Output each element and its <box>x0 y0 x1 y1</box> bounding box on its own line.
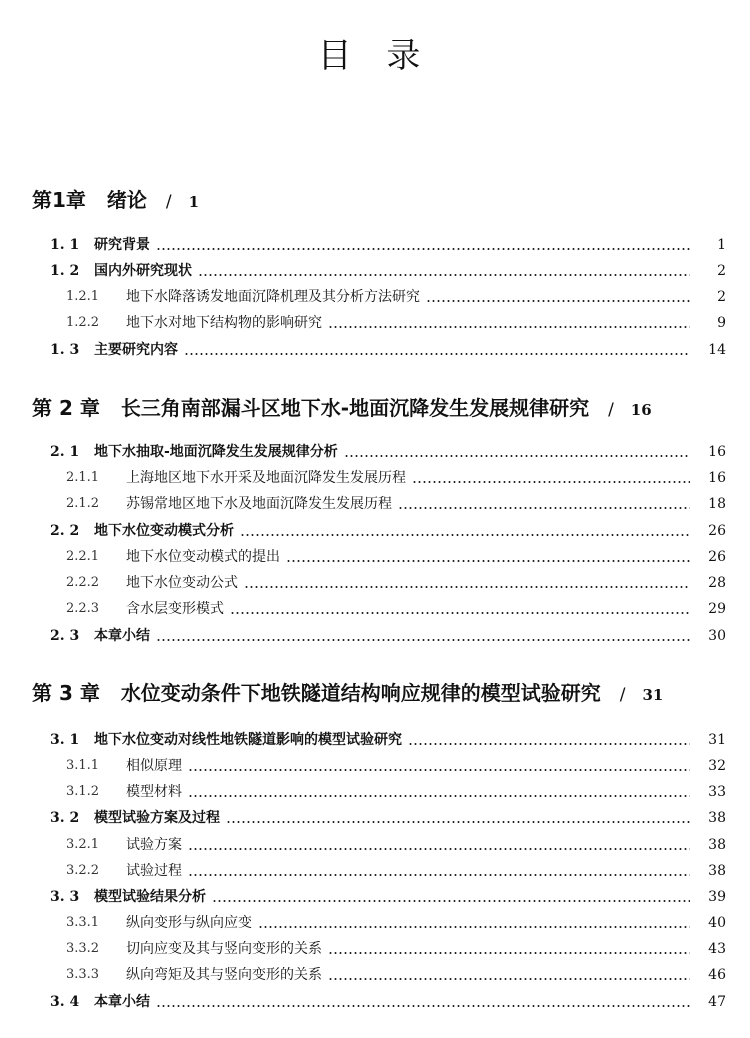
entry-number: 1.2.1 <box>66 289 100 304</box>
chapter-page: 31 <box>642 686 664 704</box>
entry-label: 地下水位变动模式分析 <box>94 523 234 539</box>
toc-entry <box>0 467 750 489</box>
chapter-page: 16 <box>630 401 652 419</box>
entry-number: 2. 3 <box>50 628 80 644</box>
entry-page: 38 <box>708 837 726 853</box>
toc-entry <box>0 598 750 620</box>
toc-entry <box>0 546 750 568</box>
page-title: 目 录 <box>317 36 433 76</box>
entry-label: 相似原理 <box>126 758 182 774</box>
entry-number: 1. 2 <box>50 263 80 279</box>
entry-label: 纵向弯矩及其与竖向变形的关系 <box>126 967 322 983</box>
entry-label: 纵向变形与纵向应变 <box>126 915 252 931</box>
entry-number: 3. 2 <box>50 810 80 826</box>
toc-entry <box>0 755 750 777</box>
entry-label: 主要研究内容 <box>94 342 178 358</box>
chapter-slash: / <box>608 400 614 420</box>
toc-entry <box>0 729 750 751</box>
entry-page: 16 <box>708 470 726 486</box>
entry-number: 2.2.1 <box>66 549 100 564</box>
entry-number: 3.3.2 <box>66 941 100 956</box>
chapter-number: 第 3 章 <box>32 681 100 705</box>
entry-label: 试验过程 <box>126 863 182 879</box>
entry-page: 47 <box>708 994 726 1010</box>
entry-number: 2.2.3 <box>66 601 100 616</box>
entry-label: 切向应变及其与竖向变形的关系 <box>126 941 322 957</box>
entry-label: 苏锡常地区地下水及地面沉降发生发展历程 <box>126 496 392 512</box>
toc-entry <box>0 234 750 256</box>
toc-entry <box>0 520 750 542</box>
entry-label: 模型材料 <box>126 784 182 800</box>
entry-label: 模型试验方案及过程 <box>94 810 220 826</box>
toc-entry <box>0 834 750 856</box>
dot-leader <box>156 248 690 250</box>
entry-page: 29 <box>708 601 726 617</box>
dot-leader <box>328 952 690 954</box>
toc-entry <box>0 339 750 361</box>
entry-label: 国内外研究现状 <box>94 263 192 279</box>
toc-entry <box>0 441 750 463</box>
dot-leader <box>230 612 690 614</box>
entry-number: 2.1.1 <box>66 470 100 485</box>
entry-number: 2. 2 <box>50 523 80 539</box>
dot-leader <box>240 534 690 536</box>
entry-number: 3. 1 <box>50 732 80 748</box>
dot-leader <box>188 848 690 850</box>
dot-leader <box>212 900 690 902</box>
entry-page: 18 <box>708 496 726 512</box>
dot-leader <box>328 978 690 980</box>
entry-number: 3.1.1 <box>66 758 100 773</box>
dot-leader <box>244 586 690 588</box>
entry-number: 3.3.1 <box>66 915 100 930</box>
toc-entry <box>0 493 750 515</box>
entry-page: 38 <box>708 863 726 879</box>
entry-label: 地下水位变动公式 <box>126 575 238 591</box>
dot-leader <box>408 743 690 745</box>
dot-leader <box>156 1005 690 1007</box>
toc-entry <box>0 260 750 282</box>
entry-label: 地下水抽取-地面沉降发生发展规律分析 <box>94 444 338 460</box>
chapter-heading-2 <box>32 394 652 422</box>
toc-entry <box>0 286 750 308</box>
dot-leader <box>188 795 690 797</box>
entry-page: 31 <box>708 732 726 748</box>
entry-page: 39 <box>708 889 726 905</box>
toc-entry <box>0 312 750 334</box>
toc-entry <box>0 625 750 647</box>
entry-page: 14 <box>708 342 726 358</box>
entry-page: 1 <box>717 237 726 253</box>
toc-entry <box>0 860 750 882</box>
entry-number: 1. 1 <box>50 237 80 253</box>
entry-page: 26 <box>708 549 726 565</box>
entry-page: 38 <box>708 810 726 826</box>
entry-label: 地下水位变动对线性地铁隧道影响的模型试验研究 <box>94 732 402 748</box>
entry-number: 2.1.2 <box>66 496 100 511</box>
dot-leader <box>398 507 690 509</box>
entry-page: 26 <box>708 523 726 539</box>
entry-label: 研究背景 <box>94 237 150 253</box>
dot-leader <box>426 300 690 302</box>
dot-leader <box>188 769 690 771</box>
entry-page: 16 <box>708 444 726 460</box>
chapter-page: 1 <box>188 193 199 211</box>
entry-page: 30 <box>708 628 726 644</box>
dot-leader <box>156 639 690 641</box>
entry-page: 2 <box>717 289 726 305</box>
dot-leader <box>198 274 690 276</box>
entry-label: 地下水位变动模式的提出 <box>126 549 280 565</box>
toc-entry <box>0 991 750 1013</box>
entry-label: 地下水对地下结构物的影响研究 <box>126 315 322 331</box>
entry-label: 模型试验结果分析 <box>94 889 206 905</box>
entry-number: 3. 3 <box>50 889 80 905</box>
chapter-title: 长三角南部漏斗区地下水-地面沉降发生发展规律研究 <box>120 396 590 420</box>
dot-leader <box>328 326 690 328</box>
entry-page: 2 <box>717 263 726 279</box>
toc-entry <box>0 912 750 934</box>
entry-page: 33 <box>708 784 726 800</box>
entry-number: 3.3.3 <box>66 967 100 982</box>
entry-number: 3.1.2 <box>66 784 100 799</box>
dot-leader <box>412 481 690 483</box>
dot-leader <box>258 926 690 928</box>
entry-page: 43 <box>708 941 726 957</box>
dot-leader <box>286 560 690 562</box>
toc-entry <box>0 781 750 803</box>
entry-label: 地下水降落诱发地面沉降机理及其分析方法研究 <box>126 289 420 305</box>
entry-number: 2.2.2 <box>66 575 100 590</box>
chapter-title: 水位变动条件下地铁隧道结构响应规律的模型试验研究 <box>120 681 601 705</box>
chapter-heading-3 <box>32 679 663 707</box>
chapter-number: 第 2 章 <box>32 396 100 420</box>
entry-label: 本章小结 <box>94 994 150 1010</box>
chapter-slash: / <box>165 192 172 212</box>
toc-entry <box>0 807 750 829</box>
entry-number: 3.2.2 <box>66 863 100 878</box>
entry-number: 3. 4 <box>50 994 80 1010</box>
dot-leader <box>344 455 690 457</box>
entry-page: 40 <box>708 915 726 931</box>
entry-number: 1.2.2 <box>66 315 100 330</box>
entry-page: 28 <box>708 575 726 591</box>
toc-entry <box>0 938 750 960</box>
dot-leader <box>226 821 690 823</box>
toc-entry <box>0 886 750 908</box>
entry-label: 试验方案 <box>126 837 182 853</box>
entry-label: 本章小结 <box>94 628 150 644</box>
entry-number: 2. 1 <box>50 444 80 460</box>
chapter-slash: / <box>619 685 626 705</box>
entry-label: 上海地区地下水开采及地面沉降发生发展历程 <box>126 470 406 486</box>
dot-leader <box>188 874 690 876</box>
entry-number: 3.2.1 <box>66 837 100 852</box>
toc-entry <box>0 572 750 594</box>
entry-number: 1. 3 <box>50 342 80 358</box>
entry-label: 含水层变形模式 <box>126 601 224 617</box>
toc-entry <box>0 964 750 986</box>
entry-page: 9 <box>717 315 726 331</box>
chapter-title: 绪论 <box>106 188 147 212</box>
chapter-heading-1 <box>32 186 199 214</box>
entry-page: 46 <box>708 967 726 983</box>
dot-leader <box>184 353 690 355</box>
chapter-number: 第1章 <box>32 188 86 212</box>
entry-page: 32 <box>708 758 726 774</box>
